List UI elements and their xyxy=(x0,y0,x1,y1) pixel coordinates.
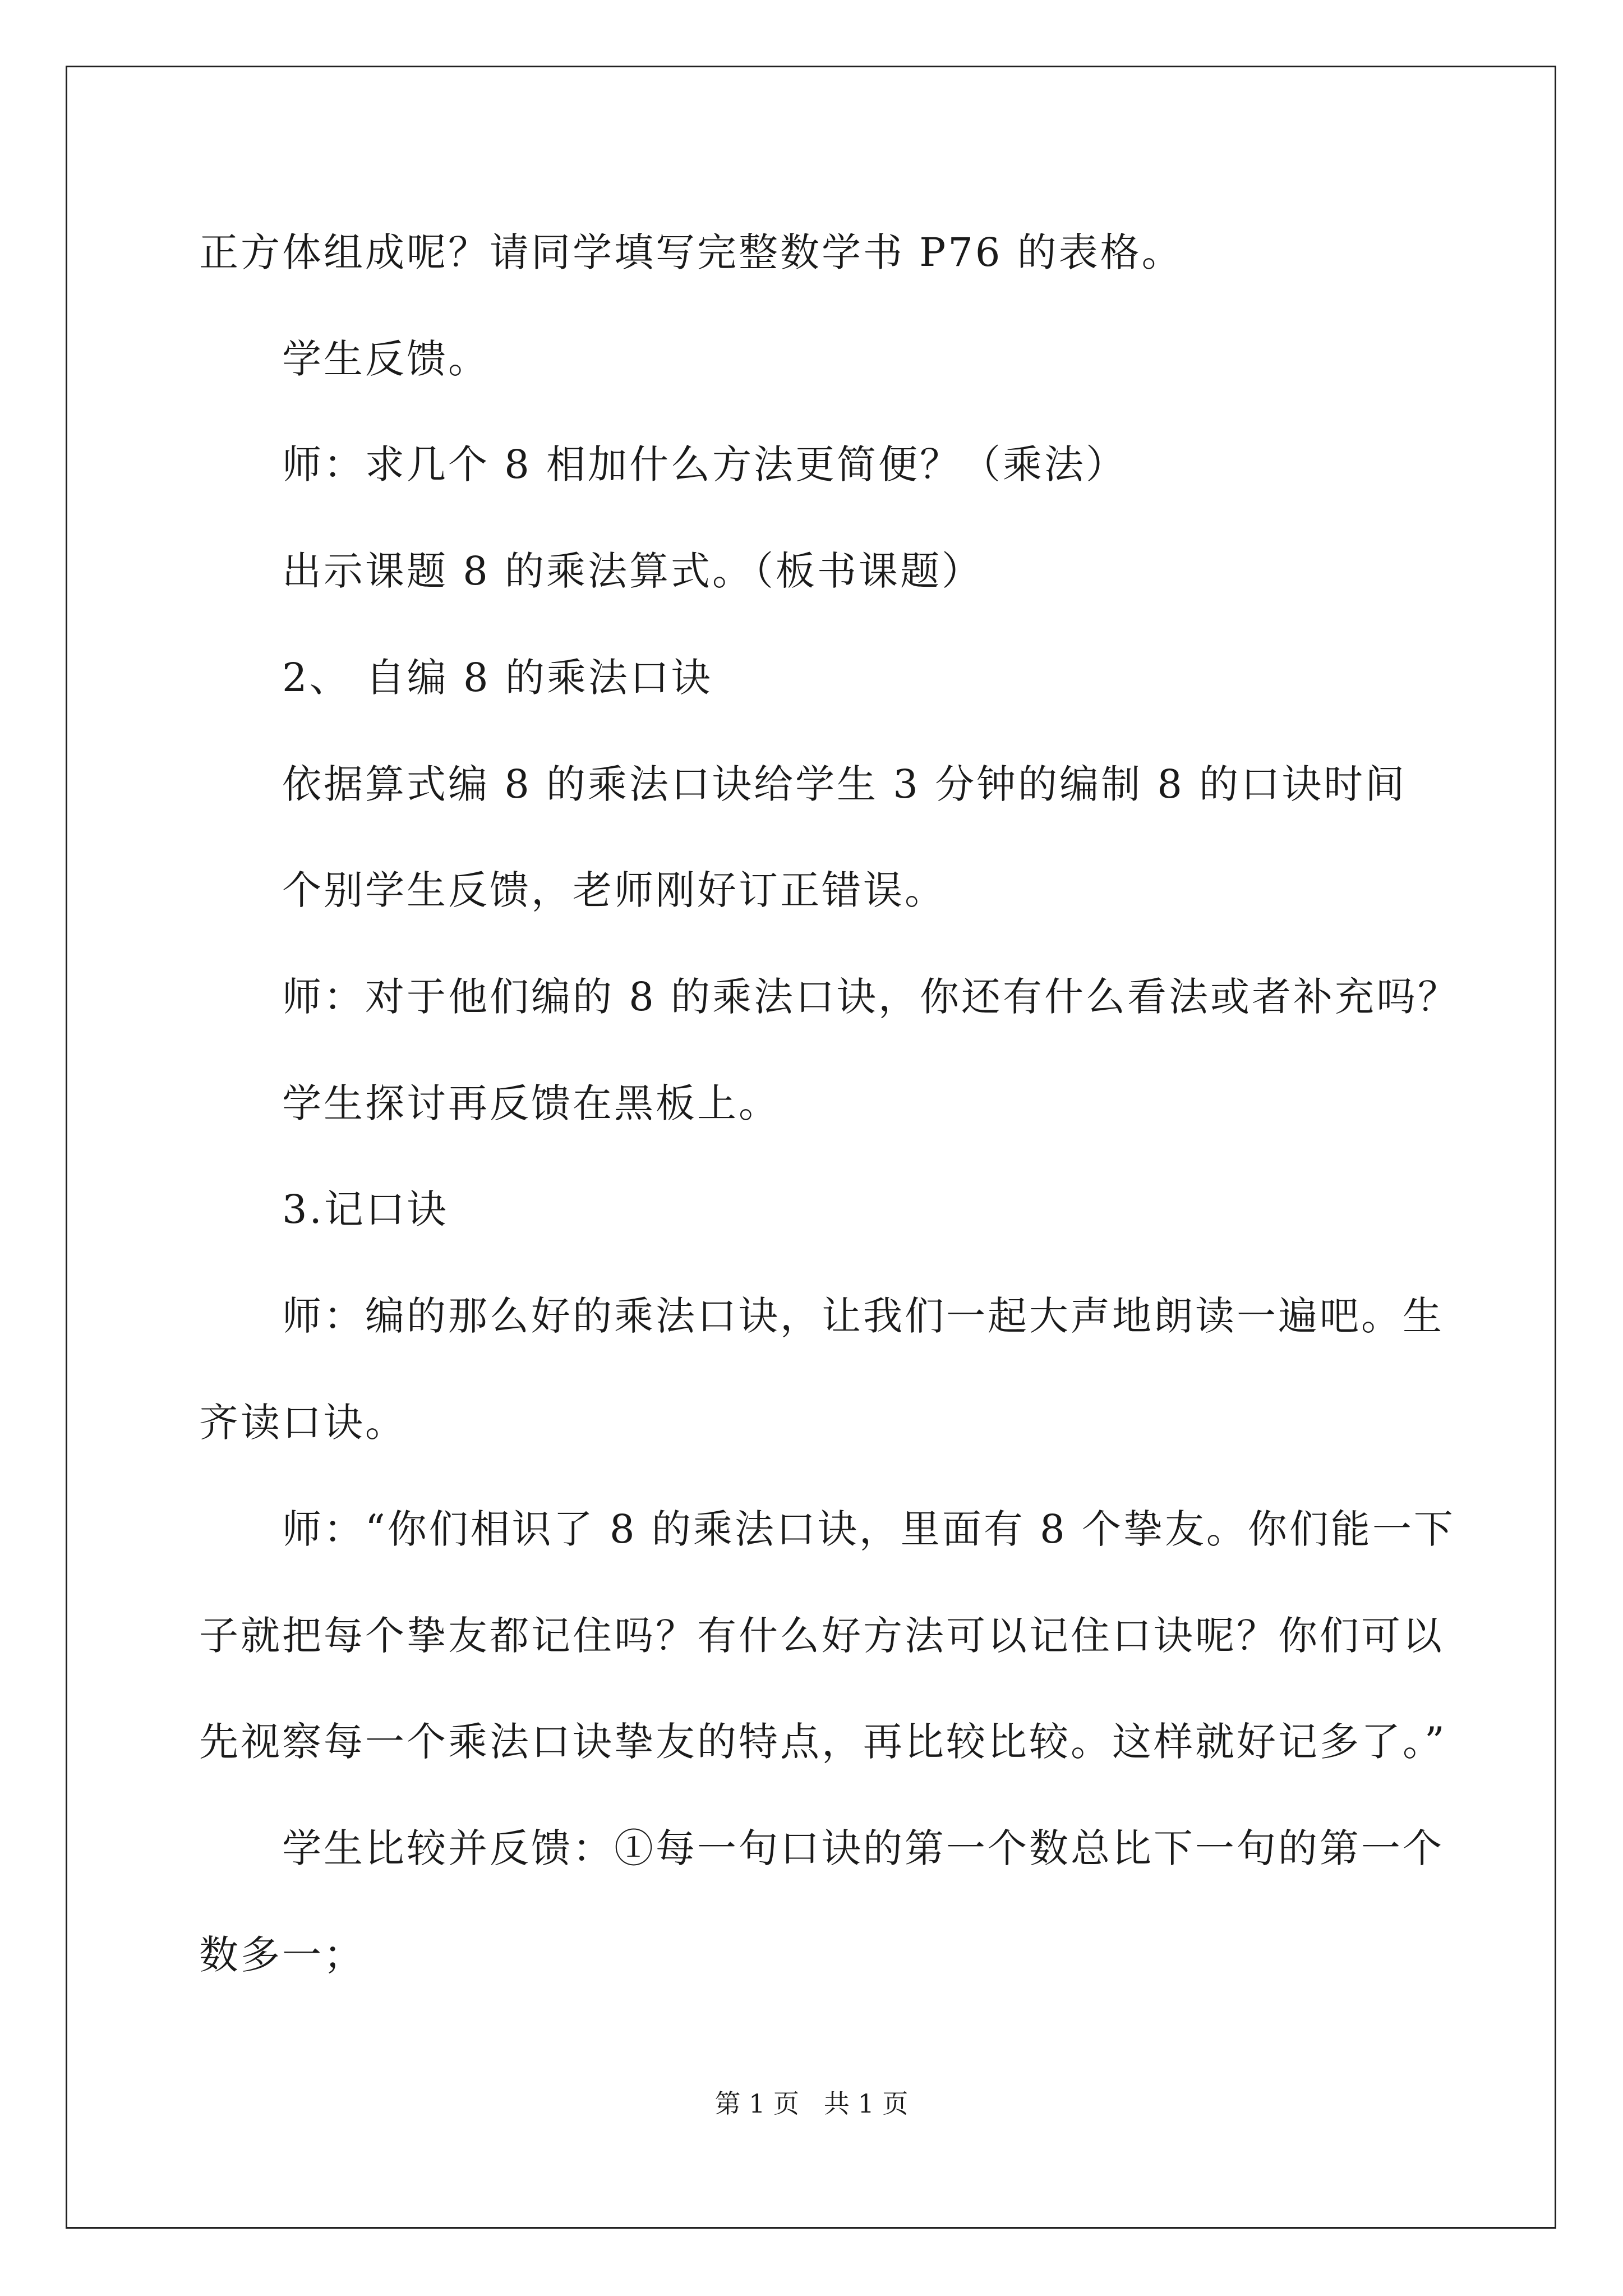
text-line-10: 3.记口诀 xyxy=(282,1186,449,1232)
text-line-12: 齐读口诀。 xyxy=(199,1400,407,1446)
text-line-13: 师：“你们相识了 8 的乘法口诀，里面有 8 个挚友。你们能一下 xyxy=(282,1506,1455,1552)
text-line-6: 依据算式编 8 的乘法口诀给学生 3 分钟的编制 8 的口诀时间 xyxy=(282,761,1407,807)
text-line-2: 学生反馈。 xyxy=(282,336,490,382)
text-line-15: 先视察每一个乘法口诀挚友的特点，再比较比较。这样就好记多了。” xyxy=(199,1719,1447,1765)
page-border xyxy=(66,66,1556,2229)
text-line-16: 学生比较并反馈：①每一句口诀的第一个数总比下一句的第一个 xyxy=(282,1825,1444,1871)
text-line-8: 师：对于他们编的 8 的乘法口诀，你还有什么看法或者补充吗？ xyxy=(282,974,1460,1020)
text-line-7: 个别学生反馈，老师刚好订正错误。 xyxy=(282,867,946,913)
text-line-11: 师：编的那么好的乘法口诀，让我们一起大声地朗读一遍吧。生 xyxy=(282,1293,1444,1339)
text-line-17: 数多一； xyxy=(199,1932,365,1978)
text-line-5: 2、 自编 8 的乘法口诀 xyxy=(282,655,713,701)
text-line-1: 正方体组成呢？请同学填写完整数学书 P76 的表格。 xyxy=(199,229,1183,275)
text-line-14: 子就把每个挚友都记住吗？有什么好方法可以记住口诀呢？你们可以 xyxy=(199,1613,1444,1659)
page-number-footer: 第 1 页 共 1 页 xyxy=(714,2088,909,2119)
text-line-4: 出示课题 8 的乘法算式。（板书课题） xyxy=(282,548,984,594)
text-line-3: 师：求几个 8 相加什么方法更简便？（乘法） xyxy=(282,441,1128,487)
text-line-9: 学生探讨再反馈在黑板上。 xyxy=(282,1080,780,1126)
